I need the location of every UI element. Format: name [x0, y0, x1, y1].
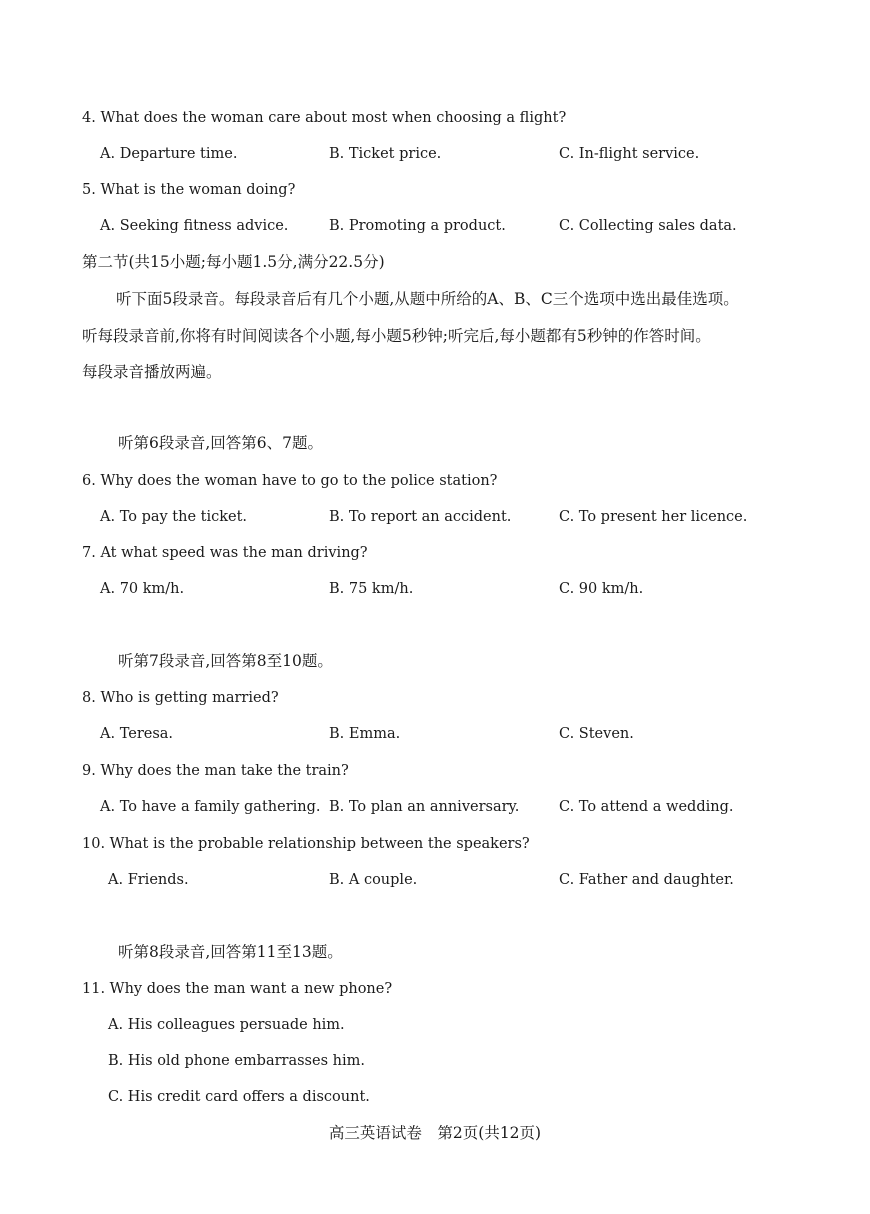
question-6-stem: 6. Why does the woman have to go to the police station?	[82, 473, 498, 489]
question-5-option-c: C. Collecting sales data.	[559, 218, 737, 234]
question-7-stem: 7. At what speed was the man driving?	[82, 545, 368, 561]
question-10-option-a: A. Friends.	[108, 872, 189, 888]
question-10-stem: 10. What is the probable relationship between the speakers?	[82, 836, 530, 852]
question-4-option-a: A. Departure time.	[100, 146, 238, 162]
section-2-heading: 第二节(共15小题;每小题1.5分,满分22.5分)	[82, 253, 385, 271]
question-4-option-b: B. Ticket price.	[329, 146, 442, 162]
question-11-option-b: B. His old phone embarrasses him.	[108, 1053, 365, 1069]
question-9-stem: 9. Why does the man take the train?	[82, 763, 349, 779]
audio-6-intro: 听第6段录音,回答第6、7题。	[118, 434, 324, 452]
question-6-option-a: A. To pay the ticket.	[100, 509, 248, 525]
question-6-option-b: B. To report an accident.	[329, 509, 512, 525]
question-8-option-c: C. Steven.	[559, 726, 634, 742]
section-2-instruction-line-1: 听下面5段录音。每段录音后有几个小题,从题中所给的A、B、C三个选项中选出最佳选项。	[116, 290, 739, 308]
question-8-stem: 8. Who is getting married?	[82, 690, 279, 706]
question-11-option-c: C. His credit card offers a discount.	[108, 1089, 370, 1105]
question-7-option-a: A. 70 km/h.	[100, 581, 185, 597]
question-7-option-c: C. 90 km/h.	[559, 581, 644, 597]
question-5-option-b: B. Promoting a product.	[329, 218, 506, 234]
section-2-instruction-line-2: 听每段录音前,你将有时间阅读各个小题,每小题5秒钟;听完后,每小题都有5秒钟的作答时间。	[82, 327, 711, 345]
question-9-option-a: A. To have a family gathering.	[100, 799, 321, 815]
audio-8-intro: 听第8段录音,回答第11至13题。	[118, 943, 343, 961]
question-5-stem: 5. What is the woman doing?	[82, 182, 296, 198]
audio-7-intro: 听第7段录音,回答第8至10题。	[118, 652, 333, 670]
question-8-option-b: B. Emma.	[329, 726, 401, 742]
question-4-option-c: C. In-flight service.	[559, 146, 700, 162]
question-4-stem: 4. What does the woman care about most when choosing a flight?	[82, 110, 567, 126]
question-10-option-c: C. Father and daughter.	[559, 872, 734, 888]
question-9-option-b: B. To plan an anniversary.	[329, 799, 520, 815]
question-5-option-a: A. Seeking fitness advice.	[100, 218, 289, 234]
question-10-option-b: B. A couple.	[329, 872, 418, 888]
question-9-option-c: C. To attend a wedding.	[559, 799, 734, 815]
question-7-option-b: B. 75 km/h.	[329, 581, 414, 597]
question-6-option-c: C. To present her licence.	[559, 509, 748, 525]
page-footer: 高三英语试卷 第2页(共12页)	[328, 1124, 542, 1142]
section-2-instruction-line-3: 每段录音播放两遍。	[82, 363, 222, 381]
question-8-option-a: A. Teresa.	[100, 726, 174, 742]
question-11-stem: 11. Why does the man want a new phone?	[82, 981, 393, 997]
question-11-option-a: A. His colleagues persuade him.	[108, 1017, 345, 1033]
